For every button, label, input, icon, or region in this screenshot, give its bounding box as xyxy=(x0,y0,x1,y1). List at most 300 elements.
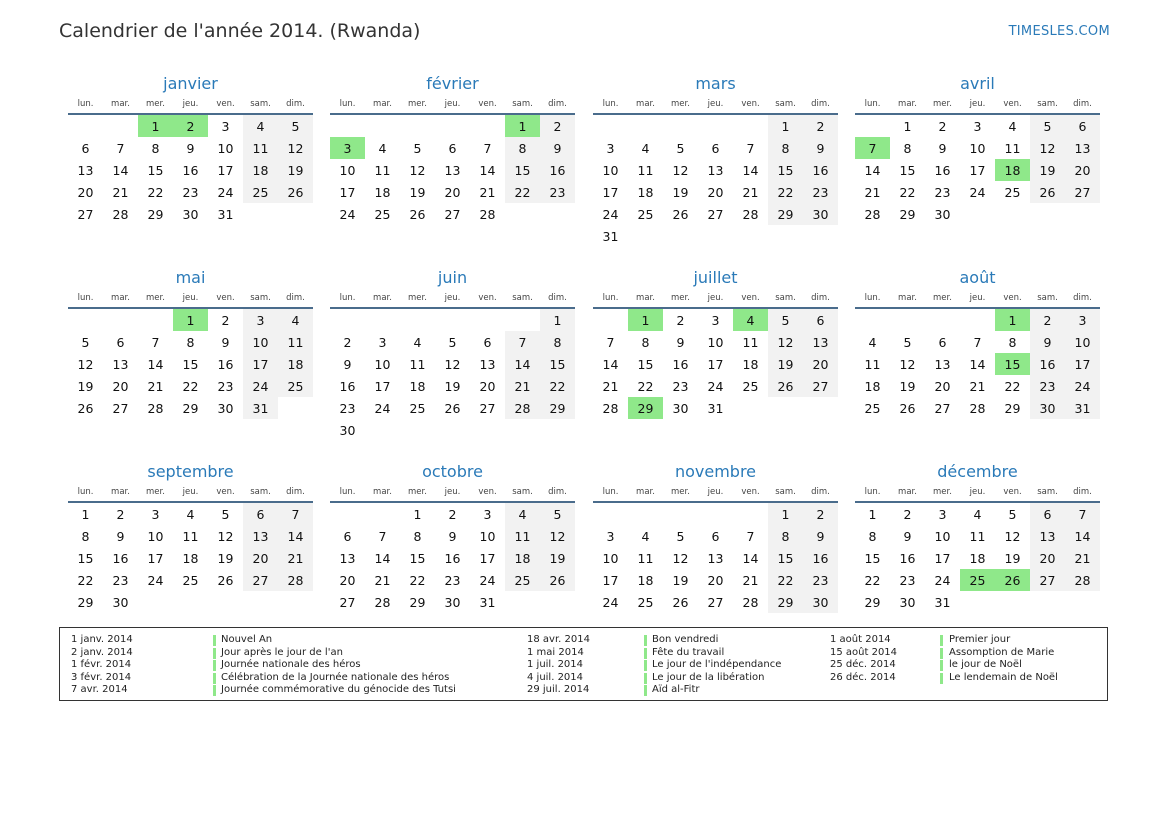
empty-cell xyxy=(400,114,435,137)
day-cell: 24 xyxy=(374,400,391,416)
day-cell: 9 xyxy=(116,528,125,544)
day-cell: 25 xyxy=(1004,184,1021,200)
empty-cell xyxy=(540,419,575,441)
day-cell: 4 xyxy=(505,502,540,525)
day-cell: 6 xyxy=(483,334,492,350)
weekday-header: dim. xyxy=(278,289,313,308)
day-cell: 5 xyxy=(81,334,90,350)
weekday-header: mar. xyxy=(628,483,663,502)
holiday-date: 1 févr. 2014 xyxy=(71,659,132,670)
day-cell: 23 xyxy=(217,378,234,394)
day-cell: 18 xyxy=(278,353,313,375)
month-calendar xyxy=(330,461,575,613)
weekday-header: sam. xyxy=(505,289,540,308)
day-cell: 20 xyxy=(479,378,496,394)
day-cell: 25 xyxy=(742,378,759,394)
weekday-header: mer. xyxy=(663,483,698,502)
day-cell: 15 xyxy=(768,547,803,569)
day-cell: 11 xyxy=(637,162,654,178)
day-cell: 10 xyxy=(707,334,724,350)
empty-cell xyxy=(1065,203,1100,225)
day-cell: 9 xyxy=(903,528,912,544)
empty-cell xyxy=(663,225,698,247)
empty-cell xyxy=(663,114,698,137)
empty-cell xyxy=(400,419,435,441)
day-cell: 23 xyxy=(444,572,461,588)
day-cell: 27 xyxy=(934,400,951,416)
empty-cell xyxy=(435,114,470,137)
empty-cell xyxy=(925,308,960,331)
day-cell: 21 xyxy=(278,547,313,569)
day-cell: 27 xyxy=(479,400,496,416)
day-cell: 30 xyxy=(217,400,234,416)
day-cell: 28 xyxy=(742,594,759,610)
empty-cell xyxy=(733,502,768,525)
day-cell: 16 xyxy=(803,547,838,569)
empty-cell xyxy=(768,397,803,419)
day-cell: 10 xyxy=(479,528,496,544)
day-cell: 8 xyxy=(186,334,195,350)
day-cell: 15 xyxy=(182,356,199,372)
day-cell: 18 xyxy=(637,184,654,200)
day-cell: 14 xyxy=(1065,525,1100,547)
empty-cell xyxy=(278,397,313,419)
day-cell: 12 xyxy=(409,162,426,178)
day-cell: 12 xyxy=(1004,528,1021,544)
day-cell: 30 xyxy=(803,591,838,613)
day-cell: 14 xyxy=(969,356,986,372)
day-cell: 16 xyxy=(672,356,689,372)
day-cell: 8 xyxy=(641,334,650,350)
holiday-date: 3 févr. 2014 xyxy=(71,671,132,683)
weekday-header: ven. xyxy=(208,95,243,114)
weekday-header: lun. xyxy=(593,289,628,308)
day-cell: 17 xyxy=(339,184,356,200)
day-cell: 28 xyxy=(112,206,129,222)
day-cell: 15 xyxy=(505,159,540,181)
day-cell: 30 xyxy=(672,400,689,416)
day-cell: 31 xyxy=(602,228,619,244)
empty-cell xyxy=(365,502,400,525)
holiday-name: Le lendemain de Noël xyxy=(949,671,1058,683)
day-cell: 23 xyxy=(1030,375,1065,397)
day-cell: 11 xyxy=(969,528,986,544)
day-cell: 6 xyxy=(116,334,125,350)
weekday-header: jeu. xyxy=(960,289,995,308)
day-cell: 18 xyxy=(409,378,426,394)
month-name: janvier xyxy=(163,74,218,93)
day-cell: 24 xyxy=(339,206,356,222)
empty-cell xyxy=(890,308,925,331)
weekday-header: lun. xyxy=(593,95,628,114)
day-cell: 19 xyxy=(540,547,575,569)
day-cell: 11 xyxy=(409,356,426,372)
day-cell: 18 xyxy=(182,550,199,566)
day-cell: 6 xyxy=(1030,502,1065,525)
day-cell: 16 xyxy=(182,162,199,178)
day-cell: 1 xyxy=(540,308,575,331)
day-cell: 11 xyxy=(637,550,654,566)
day-cell: 21 xyxy=(112,184,129,200)
holiday-name: Aïd al-Fitr xyxy=(652,684,700,695)
empty-cell xyxy=(960,308,995,331)
weekday-header: ven. xyxy=(733,483,768,502)
day-cell: 5 xyxy=(1030,114,1065,137)
day-cell: 21 xyxy=(602,378,619,394)
holiday-name: Fête du travail xyxy=(652,646,725,658)
day-cell: 6 xyxy=(448,140,457,156)
holiday-marker xyxy=(644,635,647,646)
day-cell: 23 xyxy=(112,572,129,588)
empty-cell xyxy=(593,308,628,331)
weekday-header: ven. xyxy=(470,95,505,114)
day-cell: 19 xyxy=(899,378,916,394)
day-cell: 28 xyxy=(864,206,881,222)
day-cell: 21 xyxy=(742,572,759,588)
day-cell: 14 xyxy=(278,525,313,547)
day-cell: 1 xyxy=(768,502,803,525)
month-name: juillet xyxy=(693,268,738,287)
day-cell: 13 xyxy=(243,525,278,547)
empty-cell xyxy=(208,591,243,613)
day-cell: 8 xyxy=(151,140,160,156)
day-cell: 4 xyxy=(243,114,278,137)
day-cell: 18 xyxy=(243,159,278,181)
day-cell: 6 xyxy=(803,308,838,331)
day-cell: 15 xyxy=(540,353,575,375)
day-cell: 22 xyxy=(768,569,803,591)
holiday-marker xyxy=(644,648,647,659)
month-calendar xyxy=(855,73,1100,225)
holiday-marker xyxy=(644,685,647,696)
day-cell: 26 xyxy=(672,594,689,610)
day-cell: 20 xyxy=(444,184,461,200)
day-cell: 22 xyxy=(182,378,199,394)
day-cell: 29 xyxy=(768,591,803,613)
empty-cell xyxy=(435,308,470,331)
day-cell: 2 xyxy=(448,506,457,522)
day-cell: 23 xyxy=(672,378,689,394)
weekday-header: ven. xyxy=(733,289,768,308)
day-cell: 24 xyxy=(1065,375,1100,397)
day-cell: 31 xyxy=(934,594,951,610)
empty-cell xyxy=(733,225,768,247)
day-cell: 1 xyxy=(138,114,173,137)
day-cell: 24 xyxy=(147,572,164,588)
day-cell: 30 xyxy=(803,203,838,225)
month-name: août xyxy=(959,268,996,287)
weekday-header: jeu. xyxy=(960,483,995,502)
weekday-header: sam. xyxy=(768,289,803,308)
day-cell: 9 xyxy=(448,528,457,544)
day-cell: 18 xyxy=(995,159,1030,181)
holiday-date: 18 avr. 2014 xyxy=(527,634,590,645)
weekday-header: lun. xyxy=(68,483,103,502)
day-cell: 13 xyxy=(1030,525,1065,547)
day-cell: 4 xyxy=(641,140,650,156)
empty-cell xyxy=(593,502,628,525)
day-cell: 8 xyxy=(768,137,803,159)
empty-cell xyxy=(698,225,733,247)
weekday-header: jeu. xyxy=(698,289,733,308)
weekday-header: sam. xyxy=(243,289,278,308)
holiday-name: Le jour de la libération xyxy=(652,671,765,683)
day-cell: 23 xyxy=(803,181,838,203)
day-cell: 28 xyxy=(1065,569,1100,591)
day-cell: 17 xyxy=(934,550,951,566)
weekday-header: jeu. xyxy=(173,95,208,114)
day-cell: 18 xyxy=(742,356,759,372)
day-cell: 17 xyxy=(479,550,496,566)
day-cell: 21 xyxy=(505,375,540,397)
day-cell: 12 xyxy=(77,356,94,372)
day-cell: 25 xyxy=(864,400,881,416)
month-calendar xyxy=(855,461,1100,613)
day-cell: 9 xyxy=(803,525,838,547)
day-cell: 23 xyxy=(899,572,916,588)
empty-cell xyxy=(733,397,768,419)
weekday-header: ven. xyxy=(470,483,505,502)
day-cell: 2 xyxy=(343,334,352,350)
empty-cell xyxy=(435,419,470,441)
empty-cell xyxy=(470,419,505,441)
day-cell: 4 xyxy=(278,308,313,331)
day-cell: 4 xyxy=(733,308,768,331)
day-cell: 29 xyxy=(147,206,164,222)
day-cell: 17 xyxy=(147,550,164,566)
day-cell: 12 xyxy=(444,356,461,372)
month-name: mai xyxy=(175,268,206,287)
weekday-header: ven. xyxy=(995,289,1030,308)
empty-cell xyxy=(1030,591,1065,613)
day-cell: 23 xyxy=(339,400,356,416)
day-cell: 20 xyxy=(707,184,724,200)
day-cell: 15 xyxy=(995,353,1030,375)
weekday-header: mar. xyxy=(890,289,925,308)
day-cell: 10 xyxy=(374,356,391,372)
day-cell: 26 xyxy=(77,400,94,416)
weekday-header: sam. xyxy=(243,95,278,114)
day-cell: 24 xyxy=(479,572,496,588)
weekday-header: jeu. xyxy=(435,95,470,114)
empty-cell xyxy=(505,308,540,331)
empty-cell xyxy=(995,203,1030,225)
day-cell: 3 xyxy=(606,140,615,156)
day-cell: 9 xyxy=(540,137,575,159)
weekday-header: sam. xyxy=(768,95,803,114)
day-cell: 11 xyxy=(182,528,199,544)
day-cell: 7 xyxy=(505,331,540,353)
weekday-header: dim. xyxy=(540,95,575,114)
holiday-date: 4 juil. 2014 xyxy=(527,671,584,683)
day-cell: 3 xyxy=(1065,308,1100,331)
day-cell: 3 xyxy=(973,118,982,134)
day-cell: 4 xyxy=(641,528,650,544)
weekday-header: dim. xyxy=(803,483,838,502)
day-cell: 6 xyxy=(343,528,352,544)
day-cell: 28 xyxy=(374,594,391,610)
day-cell: 28 xyxy=(505,397,540,419)
day-cell: 7 xyxy=(151,334,160,350)
month-name: septembre xyxy=(147,462,234,481)
empty-cell xyxy=(628,114,663,137)
holiday-date: 1 janv. 2014 xyxy=(71,634,133,645)
day-cell: 19 xyxy=(672,572,689,588)
day-cell: 25 xyxy=(278,375,313,397)
page-title: Calendrier de l'année 2014. (Rwanda) xyxy=(59,20,421,42)
weekday-header: dim. xyxy=(803,95,838,114)
day-cell: 10 xyxy=(217,140,234,156)
month-name: mars xyxy=(695,74,736,93)
day-cell: 19 xyxy=(278,159,313,181)
empty-cell xyxy=(470,308,505,331)
day-cell: 25 xyxy=(243,181,278,203)
day-cell: 8 xyxy=(868,528,877,544)
day-cell: 15 xyxy=(147,162,164,178)
weekday-header: ven. xyxy=(470,289,505,308)
holiday-marker xyxy=(213,660,216,671)
day-cell: 21 xyxy=(742,184,759,200)
day-cell: 16 xyxy=(444,550,461,566)
day-cell: 10 xyxy=(969,140,986,156)
holiday-name: Assomption de Marie xyxy=(949,646,1055,658)
day-cell: 16 xyxy=(803,159,838,181)
day-cell: 15 xyxy=(768,159,803,181)
day-cell: 29 xyxy=(628,397,663,419)
empty-cell xyxy=(470,114,505,137)
empty-cell xyxy=(330,114,365,137)
month-name: avril xyxy=(960,74,995,93)
day-cell: 7 xyxy=(278,502,313,525)
day-cell: 25 xyxy=(182,572,199,588)
day-cell: 27 xyxy=(444,206,461,222)
day-cell: 19 xyxy=(768,353,803,375)
day-cell: 15 xyxy=(899,162,916,178)
holiday-date: 2 janv. 2014 xyxy=(71,646,133,658)
weekday-header: sam. xyxy=(1030,483,1065,502)
day-cell: 28 xyxy=(969,400,986,416)
weekday-header: dim. xyxy=(278,483,313,502)
day-cell: 29 xyxy=(768,203,803,225)
day-cell: 14 xyxy=(147,356,164,372)
day-cell: 27 xyxy=(77,206,94,222)
holiday-name: Nouvel An xyxy=(221,634,273,645)
day-cell: 2 xyxy=(803,114,838,137)
day-cell: 19 xyxy=(444,378,461,394)
day-cell: 25 xyxy=(637,594,654,610)
day-cell: 20 xyxy=(339,572,356,588)
day-cell: 25 xyxy=(505,569,540,591)
weekday-header: jeu. xyxy=(698,95,733,114)
weekday-header: ven. xyxy=(208,289,243,308)
day-cell: 1 xyxy=(81,506,90,522)
day-cell: 29 xyxy=(409,594,426,610)
day-cell: 18 xyxy=(637,572,654,588)
day-cell: 29 xyxy=(540,397,575,419)
day-cell: 26 xyxy=(217,572,234,588)
day-cell: 16 xyxy=(339,378,356,394)
empty-cell xyxy=(330,502,365,525)
day-cell: 23 xyxy=(182,184,199,200)
weekday-header: mer. xyxy=(400,483,435,502)
day-cell: 4 xyxy=(1008,118,1017,134)
day-cell: 2 xyxy=(173,114,208,137)
day-cell: 26 xyxy=(672,206,689,222)
day-cell: 12 xyxy=(278,137,313,159)
day-cell: 8 xyxy=(413,528,422,544)
empty-cell xyxy=(628,502,663,525)
month-calendar xyxy=(330,73,575,225)
day-cell: 3 xyxy=(330,137,365,159)
day-cell: 1 xyxy=(868,506,877,522)
holiday-marker xyxy=(213,685,216,696)
day-cell: 24 xyxy=(707,378,724,394)
day-cell: 14 xyxy=(505,353,540,375)
day-cell: 3 xyxy=(243,308,278,331)
month-calendar xyxy=(593,461,838,613)
day-cell: 8 xyxy=(1008,334,1017,350)
day-cell: 9 xyxy=(186,140,195,156)
day-cell: 28 xyxy=(479,206,496,222)
day-cell: 10 xyxy=(602,162,619,178)
empty-cell xyxy=(1030,203,1065,225)
holiday-date: 25 déc. 2014 xyxy=(830,659,896,670)
day-cell: 8 xyxy=(505,137,540,159)
weekday-header: jeu. xyxy=(173,289,208,308)
empty-cell xyxy=(1065,591,1100,613)
day-cell: 21 xyxy=(969,378,986,394)
day-cell: 5 xyxy=(676,528,685,544)
day-cell: 26 xyxy=(1030,181,1065,203)
day-cell: 12 xyxy=(217,528,234,544)
day-cell: 6 xyxy=(938,334,947,350)
holiday-marker xyxy=(213,673,216,684)
empty-cell xyxy=(995,591,1030,613)
day-cell: 7 xyxy=(855,137,890,159)
day-cell: 20 xyxy=(707,572,724,588)
day-cell: 17 xyxy=(707,356,724,372)
day-cell: 25 xyxy=(960,569,995,591)
day-cell: 20 xyxy=(112,378,129,394)
weekday-header: mar. xyxy=(890,95,925,114)
month-calendar xyxy=(855,267,1100,419)
day-cell: 22 xyxy=(864,572,881,588)
weekday-header: sam. xyxy=(505,95,540,114)
empty-cell xyxy=(103,308,138,331)
empty-cell xyxy=(803,397,838,419)
day-cell: 13 xyxy=(707,162,724,178)
day-cell: 17 xyxy=(1065,353,1100,375)
day-cell: 14 xyxy=(479,162,496,178)
weekday-header: dim. xyxy=(278,95,313,114)
weekday-header: ven. xyxy=(208,483,243,502)
empty-cell xyxy=(330,308,365,331)
day-cell: 23 xyxy=(934,184,951,200)
day-cell: 3 xyxy=(711,312,720,328)
day-cell: 5 xyxy=(278,114,313,137)
day-cell: 7 xyxy=(378,528,387,544)
day-cell: 27 xyxy=(1065,181,1100,203)
day-cell: 16 xyxy=(112,550,129,566)
weekday-header: lun. xyxy=(68,95,103,114)
day-cell: 1 xyxy=(995,308,1030,331)
empty-cell xyxy=(243,591,278,613)
holiday-date: 15 août 2014 xyxy=(830,646,898,658)
day-cell: 11 xyxy=(864,356,881,372)
day-cell: 19 xyxy=(217,550,234,566)
site-link[interactable]: TIMESLES.COM xyxy=(1008,24,1110,39)
day-cell: 12 xyxy=(672,550,689,566)
